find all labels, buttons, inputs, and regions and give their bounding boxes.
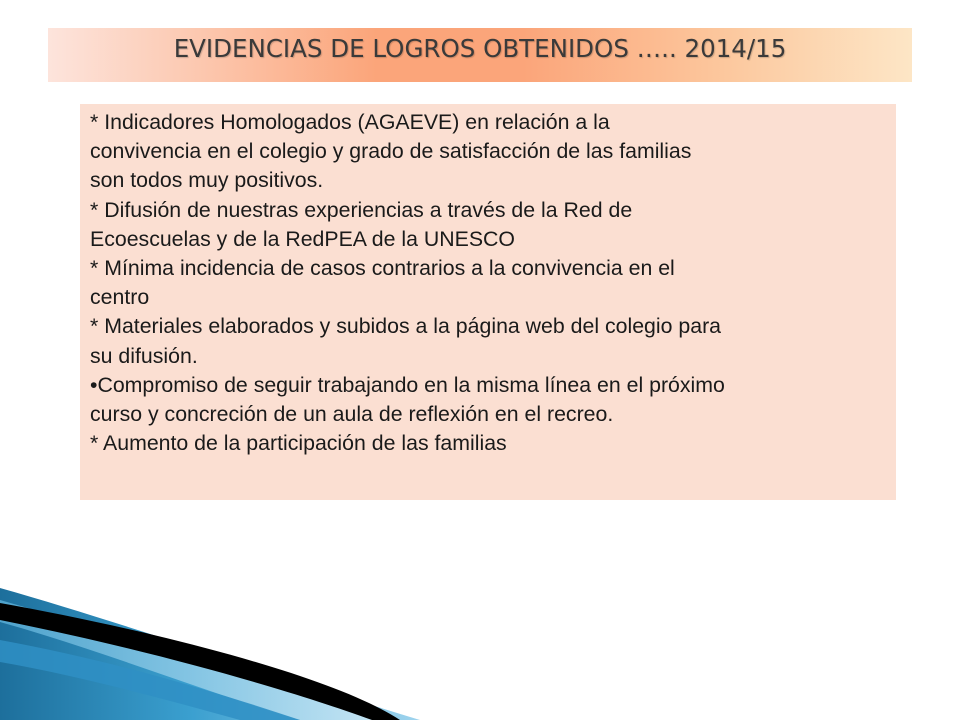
content-line: su difusión. — [90, 343, 198, 368]
content-line: * Difusión de nuestras experiencias a través de la Red de — [90, 197, 633, 222]
content-line: * Mínima incidencia de casos contrarios a la convivencia en el — [90, 256, 675, 281]
content-line: centro — [90, 285, 150, 310]
content-line: Ecoescuelas y de la RedPEA de la UNESCO — [90, 226, 515, 251]
content-line: * Materiales elaborados y subidos a la página web del colegio para — [90, 314, 722, 339]
content-line: •Compromiso de seguir trabajando en la misma línea en el próximo — [90, 372, 725, 397]
content-line: * Aumento de la participación de las familias — [90, 431, 507, 456]
content-line: son todos muy positivos. — [90, 168, 324, 193]
content-line: * Indicadores Homologados (AGAEVE) en relación a la — [90, 110, 610, 134]
content-line: curso y concreción de un aula de reflexión en el recreo. — [90, 402, 614, 427]
slide-title: EVIDENCIAS DE LOGROS OBTENIDOS ….. 2014/15 — [173, 34, 787, 63]
content-line: convivencia en el colegio y grado de satisfacción de las familias — [90, 139, 692, 164]
